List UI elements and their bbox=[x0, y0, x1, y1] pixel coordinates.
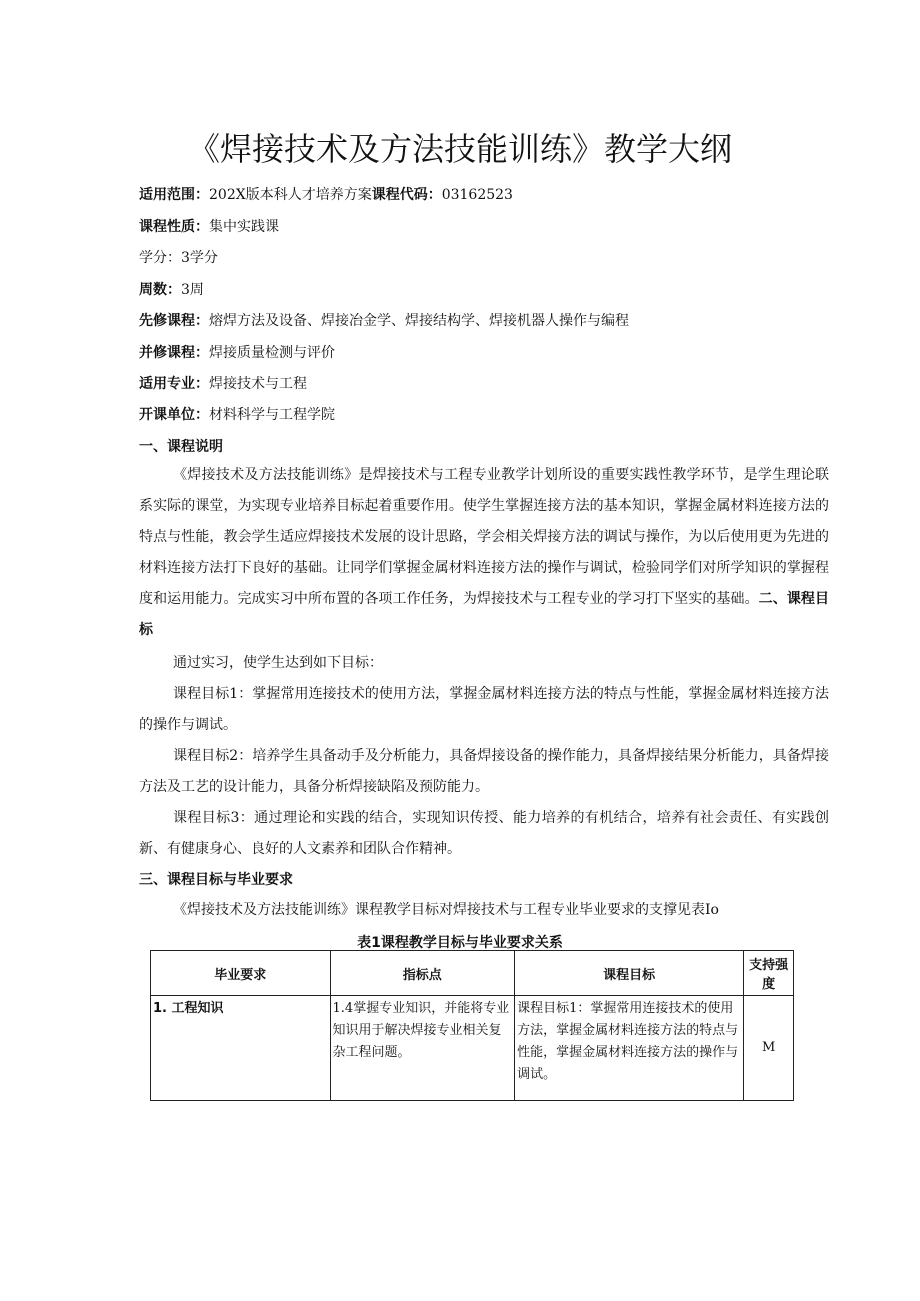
section1-heading: 一、课程说明 bbox=[139, 439, 223, 455]
course-code-label: 课程代码： bbox=[371, 187, 442, 203]
header-support-strength: 支持强度 bbox=[744, 951, 794, 996]
section3-heading: 三、课程目标与毕业要求 bbox=[139, 872, 293, 888]
section2-intro: 通过实习，使学生达到如下目标： bbox=[173, 655, 383, 671]
info-major-line bbox=[139, 373, 307, 393]
nature-label: 课程性质： bbox=[139, 219, 209, 235]
document-title: 《焊接技术及方法技能训练》教学大纲 bbox=[187, 130, 732, 168]
unit-value: 材料科学与工程学院 bbox=[209, 407, 335, 423]
goals-requirements-table bbox=[150, 950, 794, 1101]
unit-label: 开课单位： bbox=[139, 407, 209, 423]
cell-support-strength: M bbox=[744, 996, 794, 1101]
weeks-value: 3周 bbox=[181, 282, 204, 298]
section1-paragraph bbox=[139, 460, 829, 646]
section3-intro: 《焊接技术及方法技能训练》课程教学目标对焊接技术与工程专业毕业要求的支撑见表Io bbox=[173, 902, 719, 918]
course-goal-3: 课程目标3：通过理论和实践的结合，实现知识传授、能力培养的有机结合，培养有社会责任、有实践创新、有健康身心、良好的人文素养和团队合作精神。 bbox=[139, 810, 829, 857]
info-prereq-line bbox=[139, 310, 629, 330]
info-scope-line bbox=[139, 184, 513, 204]
coreq-value: 焊接质量检测与评价 bbox=[209, 345, 335, 361]
scope-label: 适用范围： bbox=[139, 187, 209, 203]
coreq-label: 并修课程： bbox=[139, 345, 209, 361]
section1-body: 《焊接技术及方法技能训练》是焊接技术与工程专业教学计划所设的重要实践性教学环节，是学生理论联系实际的课堂，为实现专业培养目标起着重要作用。使学生掌握连接方法的基本知识，掌握金属材料连接方法的特点与性能，教会学生适应焊接技术发展的设计思路，学会相关焊接方法的调试与操作，为以后使用更为先进的材料连接方法打下良好的基础。让同学们掌握金属材料连接方法的操作与调试，检验同学们对所学知识的掌握程度和运用能力。完成实习中所布置的各项工作任务，为焊接技术与工程专业的学习打下坚实的基础。 bbox=[139, 467, 829, 607]
info-unit-line bbox=[139, 404, 335, 424]
cell-course-goal: 课程目标1：掌握常用连接技术的使用方法，掌握金属材料连接方法的特点与性能，掌握金属材料连接方法的操作与调试。 bbox=[515, 996, 744, 1101]
table-caption: 表1课程教学目标与毕业要求关系 bbox=[357, 935, 563, 951]
cell-requirement: 1. 工程知识 bbox=[151, 996, 331, 1101]
header-indicator: 指标点 bbox=[330, 951, 515, 996]
nature-value: 集中实践课 bbox=[209, 219, 279, 235]
info-weeks-line bbox=[139, 279, 204, 299]
info-coreq-line bbox=[139, 342, 335, 362]
prereq-value: 熔焊方法及设备、焊接冶金学、焊接结构学、焊接机器人操作与编程 bbox=[209, 313, 629, 329]
scope-value: 202X版本科人才培养方案 bbox=[209, 187, 372, 203]
cell-indicator: 1.4掌握专业知识，并能将专业知识用于解决焊接专业相关复杂工程问题。 bbox=[330, 996, 515, 1101]
header-requirement: 毕业要求 bbox=[151, 951, 331, 996]
course-code-value: 03162523 bbox=[441, 187, 513, 203]
course-goal-1: 课程目标1：掌握常用连接技术的使用方法，掌握金属材料连接方法的特点与性能，掌握金属材料连接方法的操作与调试。 bbox=[139, 686, 829, 733]
info-credits-line: 学分：3学分 bbox=[139, 250, 218, 266]
major-value: 焊接技术与工程 bbox=[209, 376, 307, 392]
weeks-label: 周数： bbox=[139, 282, 181, 298]
info-nature-line bbox=[139, 216, 279, 236]
table-row bbox=[151, 996, 794, 1101]
prereq-label: 先修课程： bbox=[139, 313, 209, 329]
major-label: 适用专业： bbox=[139, 376, 209, 392]
course-goal-2: 课程目标2：培养学生具备动手及分析能力，具备焊接设备的操作能力，具备焊接结果分析能力，具备焊接方法及工艺的设计能力，具备分析焊接缺陷及预防能力。 bbox=[139, 748, 829, 795]
header-course-goal: 课程目标 bbox=[515, 951, 744, 996]
table-header-row bbox=[151, 951, 794, 996]
section2-heading: 二、课程目标 bbox=[139, 591, 830, 638]
